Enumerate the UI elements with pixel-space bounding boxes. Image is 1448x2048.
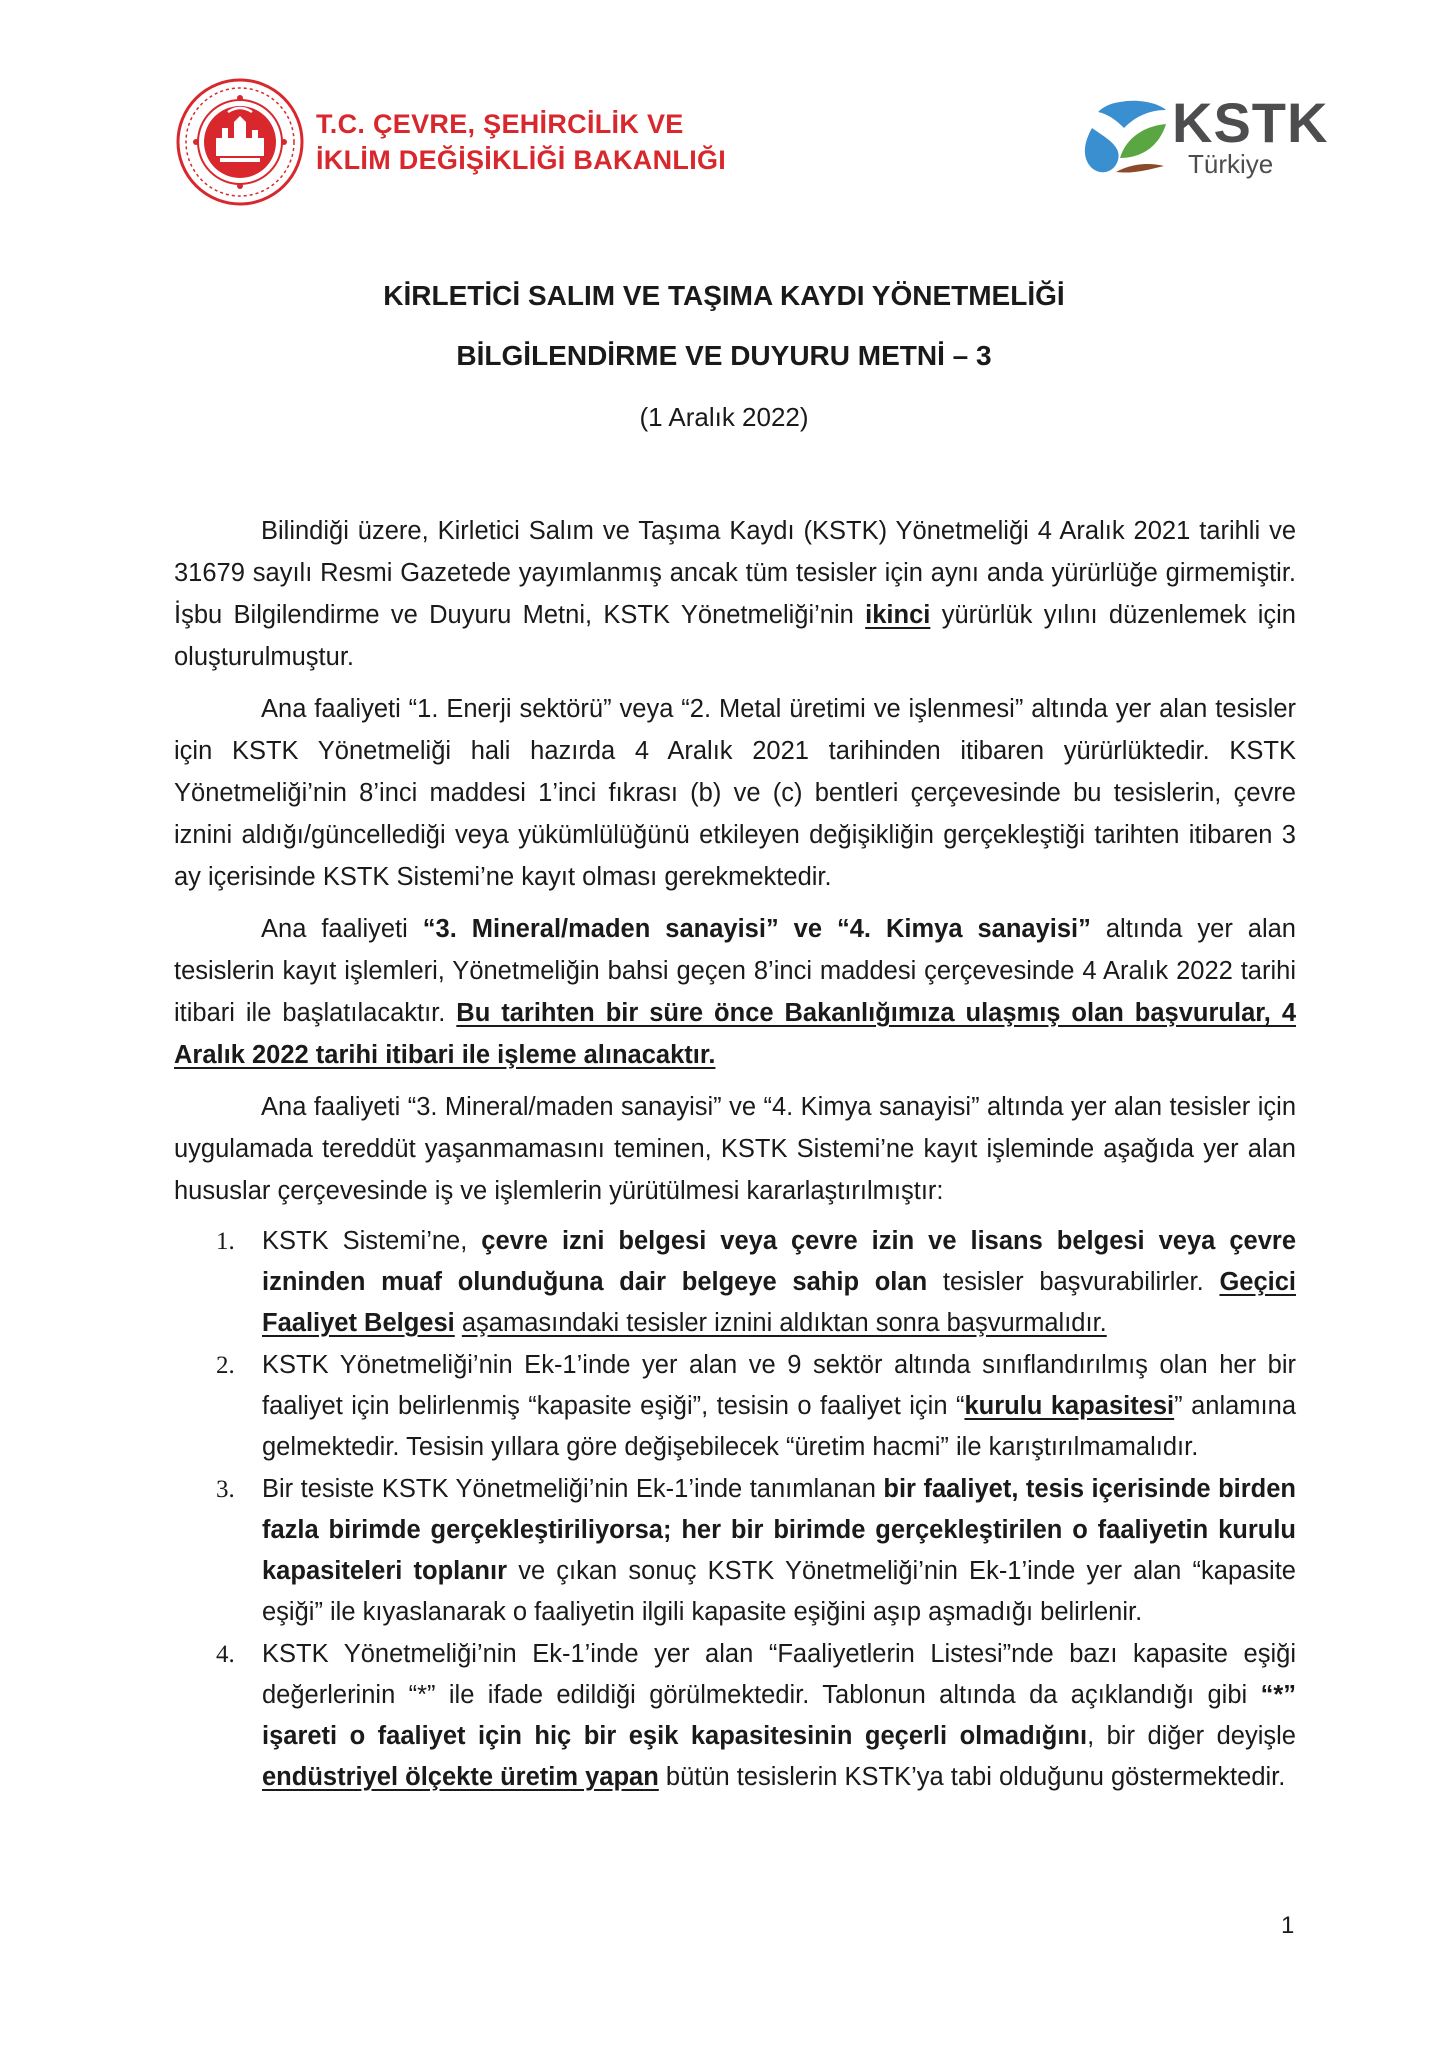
document-subtitle: BİLGİLENDİRME VE DUYURU METNİ – 3 (456, 340, 992, 371)
ministry-seal-icon (176, 78, 304, 206)
list-item-text: Bir tesiste KSTK Yönetmeliği’nin Ek-1’inde tanımlanan bir faaliyet, tesis içerisinde birden fazla birimde gerçekleştiriliyorsa; her bir birimde gerçekleştirilen o faaliyetin kurulu kapasiteleri toplanır ve çıkan sonuç KSTK Yönetmeliği’nin Ek-1’inde yer alan “kapasite eşiği” ile kıyaslanarak o faaliyetin ilgili kapasite eşiğini aşıp aşmadığı belirlenir. (262, 1475, 1296, 1626)
ministry-name-line1: T.C. ÇEVRE, ŞEHİRCİLİK VE (316, 109, 684, 139)
list-item-text: KSTK Yönetmeliği’nin Ek-1’inde yer alan ve 9 sektör altında sınıflandırılmış olan her bir faaliyet için belirlenmiş “kapasite eşiği”, tesisin o faaliyet için “kurulu kapasitesi” anlamına gelmektedir. Tesisin yıllara göre değişebilecek “üretim hacmi” ile karıştırılmamalıdır. (262, 1351, 1296, 1461)
kstk-logo-text: KSTK (1172, 91, 1329, 154)
list-item-number: 2. (216, 1352, 235, 1379)
list-item-number: 3. (216, 1476, 235, 1503)
bold-underlined-text: endüstriyel ölçekte üretim yapan (262, 1763, 659, 1791)
list-item-number: 4. (216, 1641, 235, 1668)
paragraph-intro: Bilindiği üzere, Kirletici Salım ve Taşıma Kaydı (KSTK) Yönetmeliği 4 Aralık 2021 tarihli ve 31679 sayılı Resmi Gazetede yayımlanmış ancak tüm tesisler için aynı anda yürürlüğe girmemiştir. İşbu Bilgilendirme ve Duyuru Metni, KSTK Yönetmeliği’nin ikinci yürürlük yılını düzenlemek için oluşturulmuştur. (174, 517, 1296, 671)
paragraph-energy-metal: Ana faaliyeti “1. Enerji sektörü” veya “2. Metal üretimi ve işlenmesi” altında yer alan tesisler için KSTK Yönetmeliği hali hazırda 4 Aralık 2021 tarihinden itibaren yürürlüktedir. KSTK Yönetmeliği’nin 8’inci maddesi 1’inci fıkrası (b) ve (c) bentleri çerçevesinde bu tesislerin, çevre iznini aldığı/güncellediği veya yükümlülüğünü etkileyen değişikliğin gerçekleştiği tarihten itibaren 3 ay içerisinde KSTK Sistemi’ne kayıt olması gerekmektedir. (174, 695, 1296, 891)
list-item (174, 1345, 1296, 1468)
bold-underlined-text: Bu tarihten bir süre önce Bakanlığımıza ulaşmış olan başvurular, 4 Aralık 2022 tarihi itibari ile işleme alınacaktır. (174, 999, 1296, 1069)
paragraph-mineral-chemical: Ana faaliyeti “3. Mineral/maden sanayisi” ve “4. Kimya sanayisi” altında yer alan tesislerin kayıt işlemleri, Yönetmeliğin bahsi geçen 8’inci maddesi çerçevesinde 4 Aralık 2022 tarihi itibari ile başlatılacaktır. Bu tarihten bir süre önce Bakanlığımıza ulaşmış olan başvurular, 4 Aralık 2022 tarihi itibari ile işleme alınacaktır. (174, 915, 1296, 1069)
bold-text: bir faaliyet, tesis içerisinde birden fazla birimde gerçekleştiriliyorsa; her bir birimde gerçekleştirilen o faaliyetin kurulu kapasiteleri toplanır (262, 1475, 1296, 1585)
ministry-name-line2: İKLİM DEĞİŞİKLİĞİ BAKANLIĞI (316, 145, 727, 175)
bold-text: “*” işareti o faaliyet için hiç bir eşik kapasitesinin geçerli olmadığını (262, 1681, 1296, 1750)
paragraph-implementation: Ana faaliyeti “3. Mineral/maden sanayisi” ve “4. Kimya sanayisi” altında yer alan tesisler için uygulamada tereddüt yaşanmamasını teminen, KSTK Sistemi’ne kayıt işleminde aşağıda yer alan hususlar çerçevesinde iş ve işlemlerin yürütülmesi kararlaştırılmıştır: (174, 1093, 1296, 1205)
page-number: 1 (1281, 1912, 1295, 1939)
ministry-name (316, 106, 726, 178)
kstk-logo (1080, 91, 1329, 179)
list-item (174, 1634, 1296, 1798)
bold-underlined-text: Geçici Faaliyet Belgesi (262, 1268, 1296, 1337)
list-item (174, 1469, 1296, 1633)
list-item (174, 1221, 1296, 1344)
list-item-number: 1. (216, 1228, 235, 1255)
list-item-text: KSTK Yönetmeliği’nin Ek-1’inde yer alan “Faaliyetlerin Listesi”nde bazı kapasite eşiği değerlerinin “*” ile ifade edildiği görülmektedir. Tablonun altında da açıklandığı gibi “*” işareti o faaliyet için hiç bir eşik kapasitesinin geçerli olmadığını, bir diğer deyişle endüstriyel ölçekte üretim yapan bütün tesislerin KSTK’ya tabi olduğunu göstermektedir. (262, 1640, 1296, 1791)
document-title: KİRLETİCİ SALIM VE TAŞIMA KAYDI YÖNETMELİĞİ (383, 280, 1065, 311)
bold-text: “3. Mineral/maden sanayisi” ve “4. Kimya sanayisi” (422, 915, 1091, 943)
bold-underlined-text: ikinci (865, 601, 931, 629)
ministry-logo (176, 78, 726, 206)
numbered-list (174, 1221, 1296, 1799)
bold-underlined-text: kurulu kapasitesi (964, 1392, 1175, 1420)
kstk-leaf-drop-icon (1080, 98, 1168, 178)
document-date: (1 Aralık 2022) (639, 402, 809, 432)
bold-text: çevre izni belgesi veya çevre izin ve lisans belgesi veya çevre izninden muaf olunduğuna dair belgeye sahip olan (262, 1227, 1296, 1296)
kstk-logo-subtext: Türkiye (1188, 149, 1274, 179)
list-item-text: KSTK Sistemi’ne, çevre izni belgesi veya çevre izin ve lisans belgesi veya çevre izninden muaf olunduğuna dair belgeye sahip olan tesisler başvurabilirler. Geçici Faaliyet Belgesi aşamasındaki tesisler iznini aldıktan sonra başvurmalıdır. (262, 1227, 1296, 1337)
underlined-text: aşamasındaki tesisler iznini aldıktan sonra başvurmalıdır. (461, 1309, 1107, 1337)
